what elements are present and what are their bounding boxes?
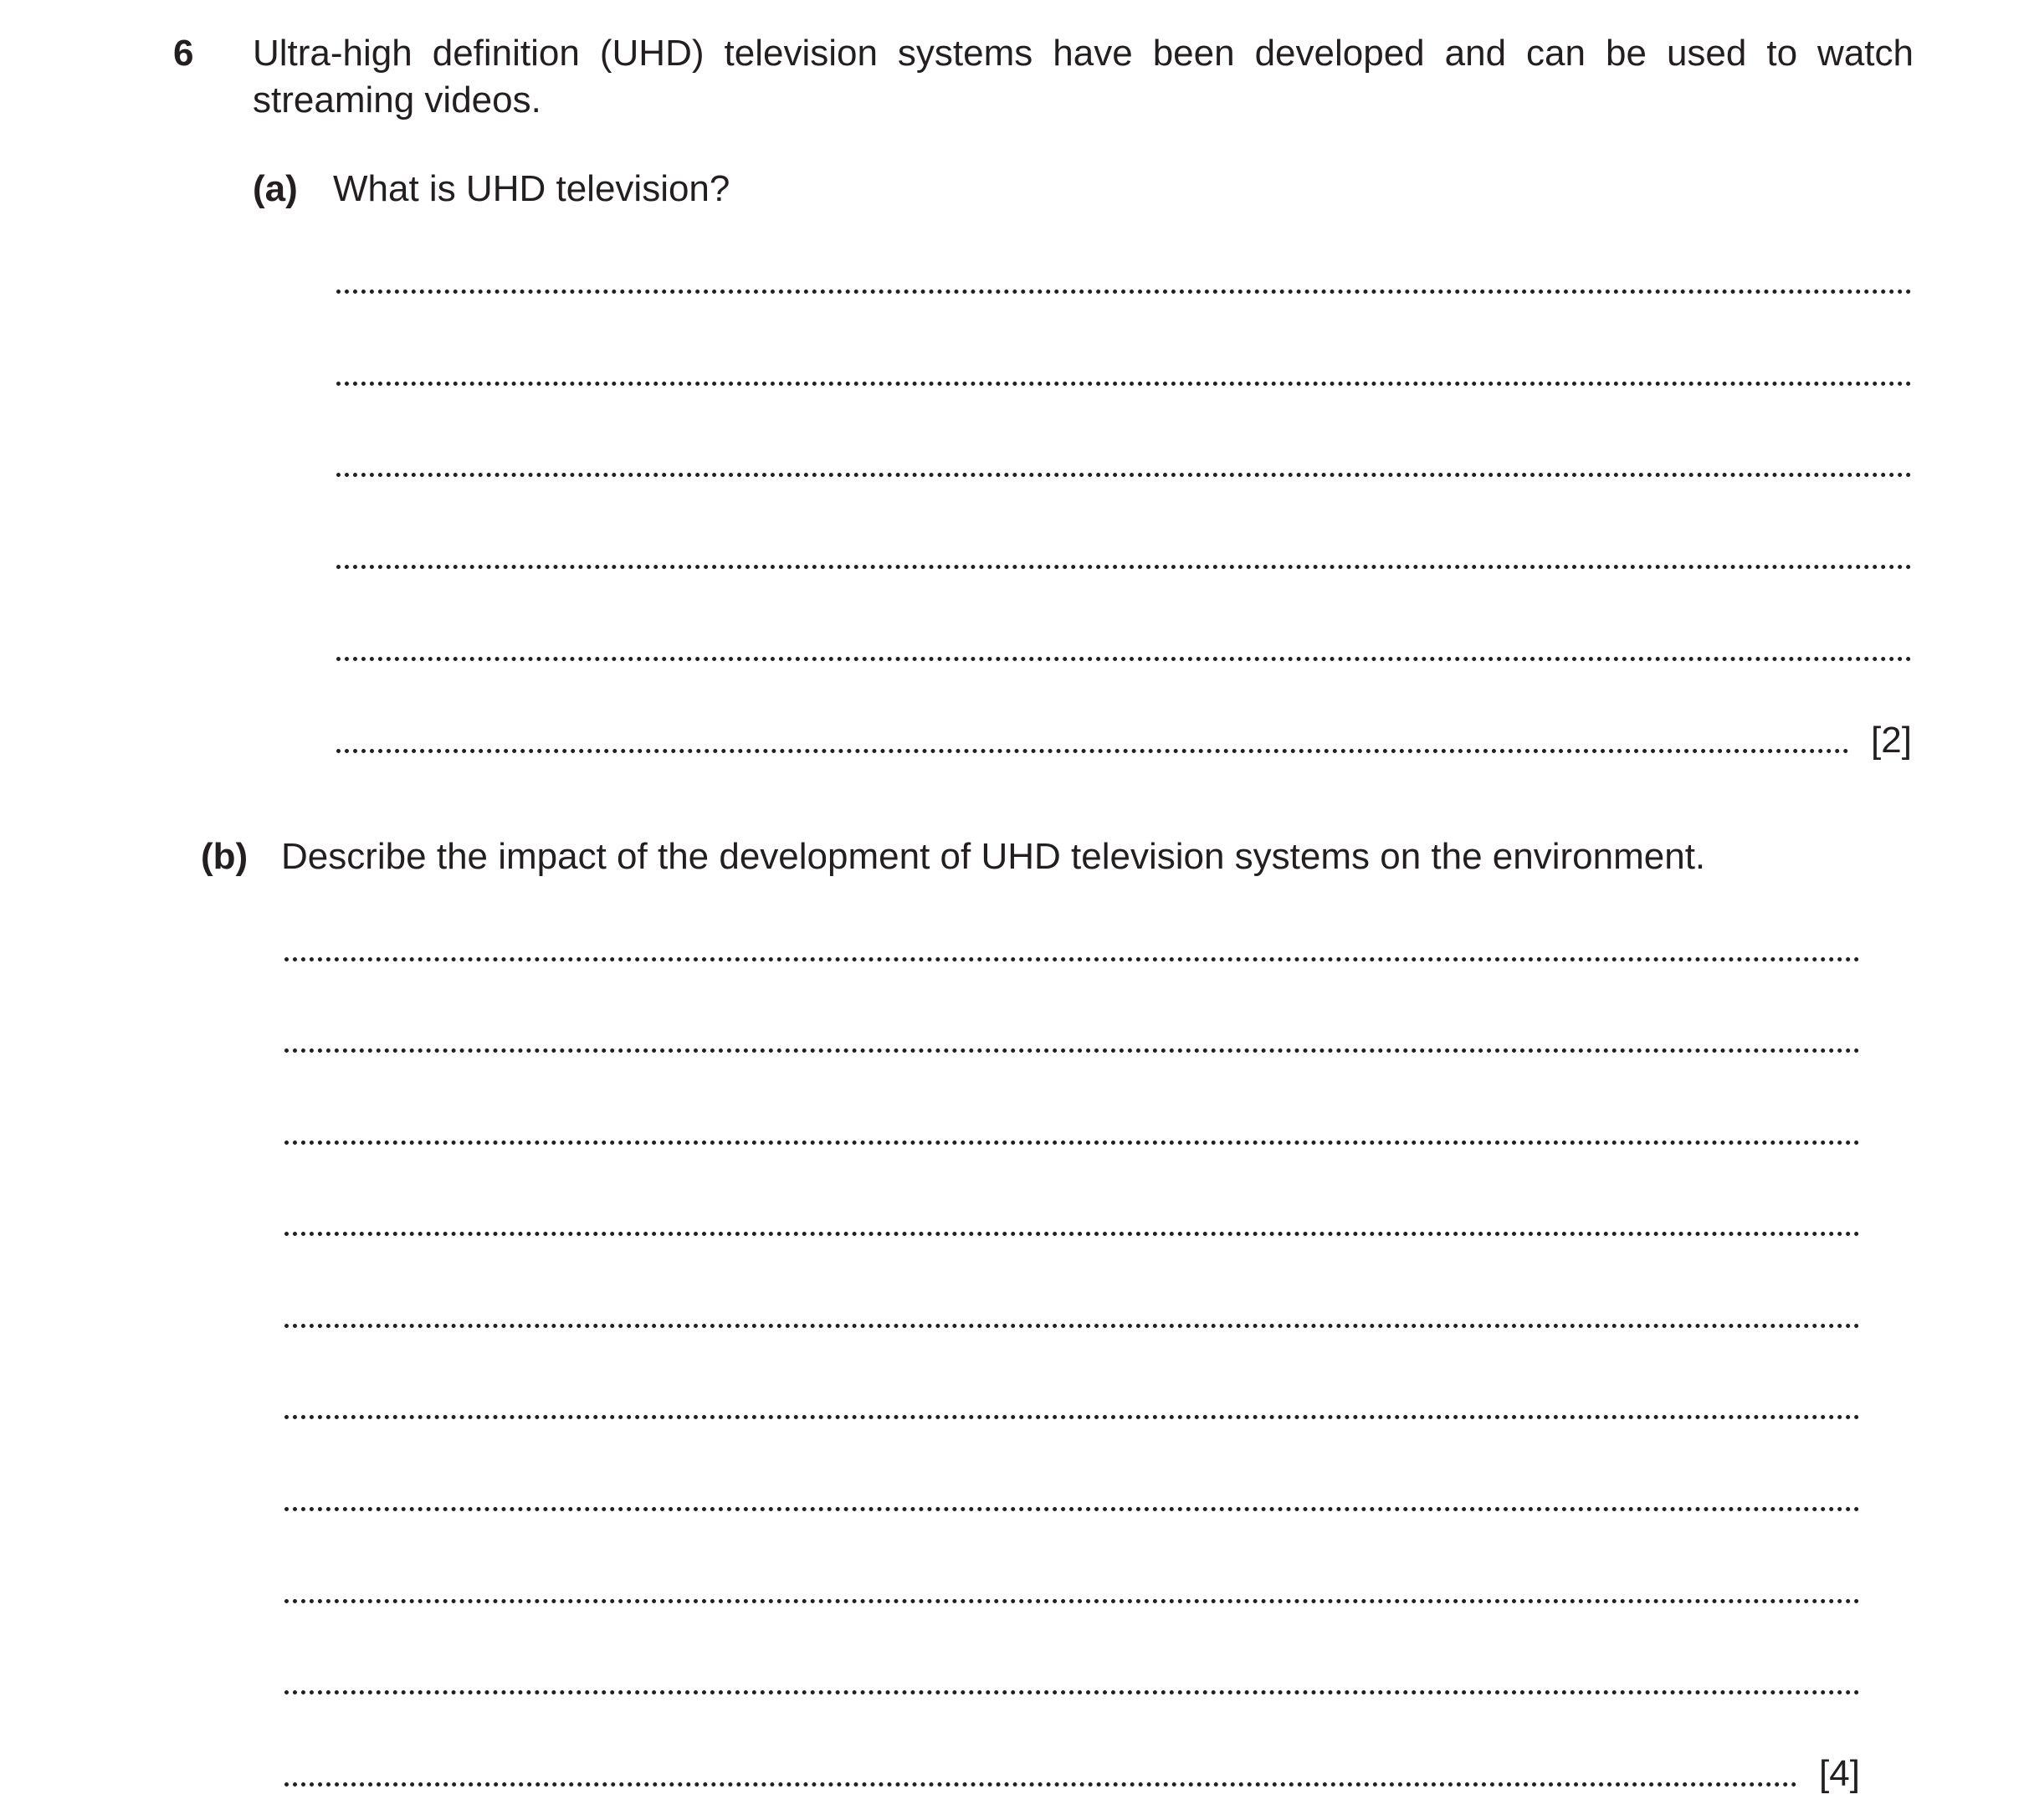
answer-line[interactable] bbox=[336, 565, 1912, 569]
answer-line[interactable] bbox=[336, 657, 1912, 661]
marks-allocation: [2] bbox=[1871, 720, 1912, 761]
question-stem: Ultra-high definition (UHD) television systems have been developed and can be used to watch streaming videos. bbox=[253, 33, 1914, 120]
answer-line[interactable] bbox=[284, 1690, 1860, 1694]
answer-line[interactable] bbox=[284, 1324, 1860, 1328]
part-a-question: What is UHD television? bbox=[333, 168, 730, 209]
marks-allocation: [4] bbox=[1819, 1753, 1860, 1794]
answer-line[interactable] bbox=[284, 1141, 1860, 1145]
answer-line[interactable] bbox=[336, 749, 1849, 753]
answer-line[interactable] bbox=[336, 473, 1912, 477]
question-number: 6 bbox=[173, 33, 194, 74]
answer-line[interactable] bbox=[284, 1048, 1860, 1053]
answer-line[interactable] bbox=[284, 1232, 1860, 1236]
answer-line[interactable] bbox=[336, 290, 1912, 294]
answer-line[interactable] bbox=[284, 1507, 1860, 1511]
answer-line[interactable] bbox=[284, 1415, 1860, 1419]
part-a-label: (a) bbox=[253, 168, 298, 209]
answer-line[interactable] bbox=[336, 382, 1912, 386]
answer-line[interactable] bbox=[284, 1782, 1797, 1787]
answer-line[interactable] bbox=[284, 1599, 1860, 1603]
part-b-question: Describe the impact of the development of UHD television systems on the environment. bbox=[281, 836, 1706, 877]
part-b-label: (b) bbox=[201, 836, 249, 877]
answer-line[interactable] bbox=[284, 957, 1860, 961]
